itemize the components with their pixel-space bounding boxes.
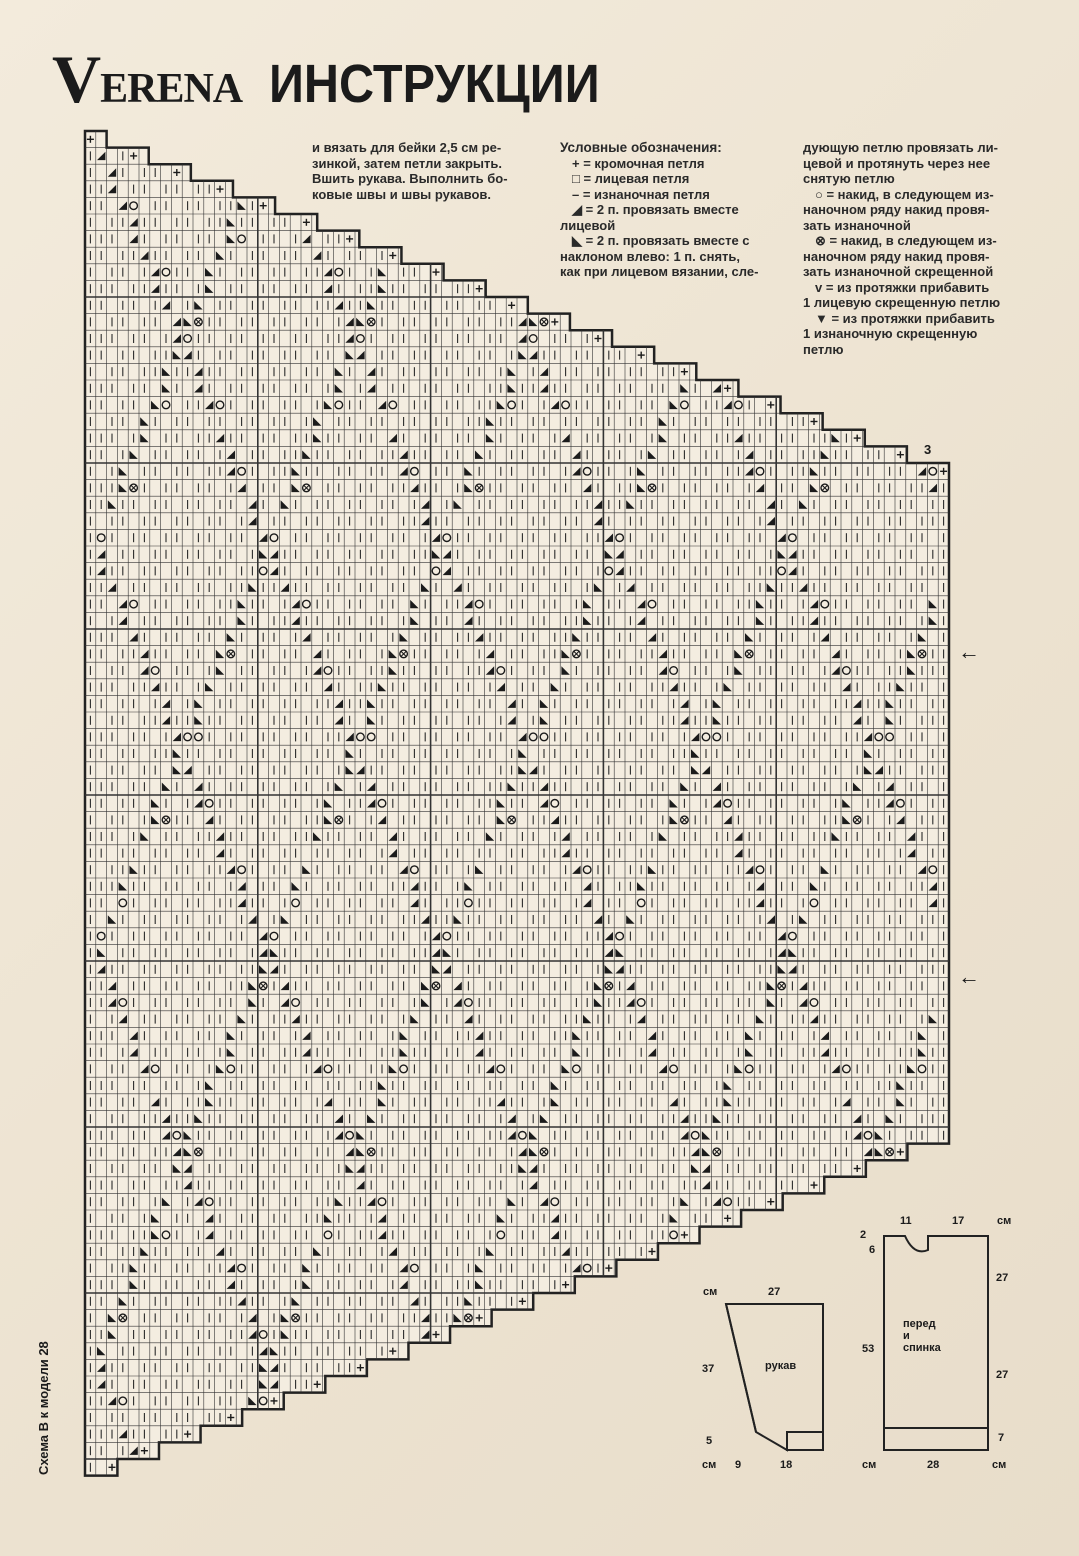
body-cm-bottom-left: см [862, 1459, 877, 1471]
row-marker-arrow-2: ← [958, 964, 980, 989]
body-cm-top: см [997, 1215, 1012, 1227]
intro-text: и вязать для бейки 2,5 см ре- зинкой, затем петли закрыть. Вшить рукава. Выполнить бо- ковые швы и швы рукавов. [312, 140, 508, 202]
sleeve-top-width: 27 [768, 1286, 781, 1298]
body-height: 53 [862, 1343, 875, 1355]
body-neck-depth-b: 6 [869, 1244, 876, 1256]
brand-logo: VERENA [52, 41, 243, 117]
body-rib: 7 [998, 1432, 1005, 1444]
body-label: перед и спинка [903, 1318, 941, 1354]
body-neck: 17 [952, 1215, 965, 1227]
body-width: 28 [927, 1459, 940, 1471]
legend-col1: Условные обозначения: + = кромочная петля □ = лицевая петля – = изнаночная петля ◢ = 2 п. провязать вместе лицевой ◣ = 2 п. провязать вместе с наклоном влево: 1 п. снять, как при лицевом вязании, сле- [560, 140, 788, 280]
legend-col2: дующую петлю провязать ли- цевой и протянуть через нее снятую петлю ○ = накид, в следующем из- наночном ряду накид провя- зать изнаночной ⊗ = накид, в следующем из- наночном ряду накид провя- зать изнаночной скрещенной v = из протяжки прибавить 1 лицевую скрещенную петлю ▼ = из протяжки прибавить 1 изнаночную скрещенную петлю [803, 140, 1001, 357]
body-cm-bottom-right: см [992, 1459, 1007, 1471]
body-lower: 27 [996, 1369, 1009, 1381]
sleeve-label: рукав [765, 1360, 797, 1372]
body-neck-depth-a: 2 [860, 1229, 867, 1241]
legend-title: Условные обозначения: [560, 140, 722, 155]
page-title: ИНСТРУКЦИИ [268, 54, 600, 114]
sleeve-cm-bottom: см [702, 1459, 717, 1471]
row-marker-arrow-1: ← [958, 639, 980, 664]
scheme-side-label: Схема В к модели 28 [36, 1341, 51, 1475]
sleeve-cm-top: см [703, 1286, 718, 1298]
sleeve-bottom-height: 5 [706, 1435, 713, 1447]
sleeve-bottom-right: 18 [780, 1459, 793, 1471]
sleeve-schematic [726, 1304, 823, 1450]
sleeve-bottom-left: 9 [735, 1459, 742, 1471]
body-shoulder: 11 [900, 1215, 912, 1227]
sleeve-height: 37 [702, 1363, 715, 1375]
chart-corner-label: 3 [924, 442, 932, 457]
body-upper: 27 [996, 1272, 1009, 1284]
